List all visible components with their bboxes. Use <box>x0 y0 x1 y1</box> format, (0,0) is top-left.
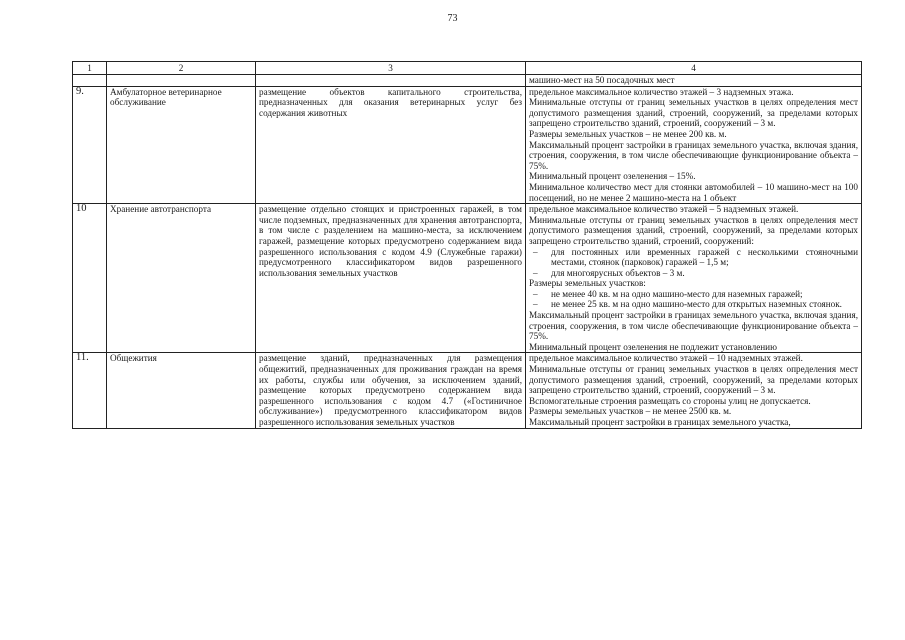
empty-cell <box>256 75 526 87</box>
parameter-paragraph: Максимальный процент застройки в границах земельного участка, включая здания, строения, сооружения, в том числе обеспечивающие функционирование объекта – 75%. <box>529 310 858 342</box>
parameter-paragraph: предельное максимальное количество этажей – 10 надземных этажей. <box>529 353 803 364</box>
use-type-description: размещение отдельно стоящих и пристроенных гаражей, в том числе подземных, предназначенных для хранения автотранспорта, в том числе с разделением на машино-места, за исключением гаражей, размещение которых предусмотрено содержанием вида разрешенного использования с кодом 4.9 (Служебные гаражи) предусмотренного классификатором видов разрешенного использования земельных участков <box>256 204 526 353</box>
parameter-paragraph: Вспомогательные строения размещать со стороны улиц не допускается. <box>529 395 811 406</box>
parameter-text: для многоярусных объектов – 3 м. <box>551 267 685 278</box>
parameter-paragraph: Минимальное количество мест для стоянки автомобилей – 10 машино-мест на 100 посещений, но не менее 2 машино-места на 1 объект <box>529 181 858 203</box>
use-type-name: Амбулаторное ветеринарное обслуживание <box>107 86 256 204</box>
dash-bullet: – <box>533 267 538 278</box>
header-cell: 1 <box>73 62 107 75</box>
parameter-paragraph: предельное максимальное количество этажей – 5 надземных этажей. <box>529 204 799 215</box>
parameter-paragraph: Минимальный процент озеленения не подлежит установлению <box>529 341 777 352</box>
header-cell: 4 <box>526 62 862 75</box>
table-row <box>73 353 862 428</box>
parameter-paragraph: Минимальный процент озеленения – 15%. <box>529 171 696 182</box>
use-type-name: Общежития <box>107 353 256 428</box>
table-row <box>73 86 862 204</box>
parameter-text: не менее 25 кв. м на одно машино-место для открытых наземных стоянок. <box>551 299 842 310</box>
parameter-paragraph: Минимальные отступы от границ земельных участков в целях определения мест допустимого размещения зданий, строений, сооружений, за пределами которых запрещено строительство зданий, строений, сооружений: <box>529 214 858 246</box>
parameter-paragraph: Размеры земельных участков: <box>529 278 646 289</box>
parameter-paragraph: Максимальный процент застройки в границах земельного участка, включая здания, строения, сооружения, в том числе обеспечивающие функционирование объекта – 75%. <box>529 139 858 171</box>
continuation-row <box>73 75 862 87</box>
parameter-list-item <box>529 247 858 268</box>
parameters-cell <box>526 86 862 204</box>
continuation-text: машино-мест на 50 посадочных мест <box>526 75 862 87</box>
parameters-cell <box>526 204 862 353</box>
header-cell: 3 <box>256 62 526 75</box>
parameter-paragraph: Минимальные отступы от границ земельных участков в целях определения мест допустимого размещения зданий, строений, сооружений, за пределами которых запрещено строительство зданий, строений, сооружений – 3 м. <box>529 97 858 129</box>
row-number: 9. <box>73 86 107 204</box>
parameter-list-item <box>529 289 858 300</box>
header-cell: 2 <box>107 62 256 75</box>
table-header-row <box>73 62 862 75</box>
dash-bullet: – <box>533 246 538 257</box>
parameter-paragraph: Размеры земельных участков – не менее 200 кв. м. <box>529 128 727 139</box>
parameter-paragraph: предельное максимальное количество этажей – 3 надземных этажа. <box>529 86 794 97</box>
empty-cell <box>73 75 107 87</box>
row-number: 10 <box>73 204 107 353</box>
page-number: 73 <box>447 13 458 24</box>
parameters-cell <box>526 353 862 428</box>
zoning-table <box>72 61 862 429</box>
dash-bullet: – <box>533 299 538 310</box>
parameter-paragraph: Максимальный процент застройки в границах земельного участка, <box>529 417 791 427</box>
parameter-list-item <box>529 268 858 279</box>
row-number: 11. <box>73 353 107 428</box>
parameter-text: для постоянных или временных гаражей с несколькими стояночными местами, стоянок (парковок) гаражей – 1,5 м; <box>551 246 858 268</box>
parameter-text: не менее 40 кв. м на одно машино-место для наземных гаражей; <box>551 288 803 299</box>
parameter-paragraph: Минимальные отступы от границ земельных участков в целях определения мест допустимого размещения зданий, строений, сооружений, за пределами которых запрещено строительство зданий, строений, сооружений – 3 м. <box>529 364 858 396</box>
use-type-name: Хранение автотранспорта <box>107 204 256 353</box>
dash-bullet: – <box>533 288 538 299</box>
parameter-paragraph: Размеры земельных участков – не менее 2500 кв. м. <box>529 406 732 417</box>
use-type-description: размещение объектов капитального строительства, предназначенных для оказания ветеринарных услуг без содержания животных <box>256 86 526 204</box>
use-type-description: размещение зданий, предназначенных для размещения общежитий, предназначенных для проживания граждан на время их работы, службы или обучения, за исключением зданий, размещение которых предусмотрено содержанием вида разрешенного использования с кодом 4.7 («Гостиничное обслуживание») предусмотренного классификатором видов разрешенного использования земельных участков <box>256 353 526 428</box>
table-row <box>73 204 862 353</box>
empty-cell <box>107 75 256 87</box>
table-body <box>73 86 862 428</box>
parameter-list-item <box>529 299 858 310</box>
